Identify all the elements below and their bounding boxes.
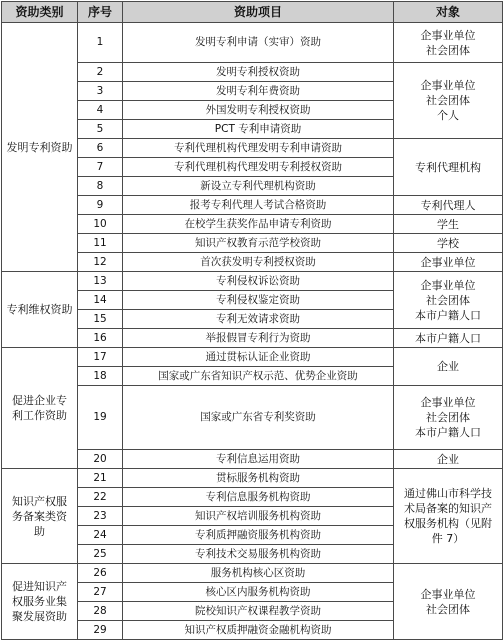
seq-cell: 10	[78, 215, 123, 234]
seq-cell: 24	[78, 526, 123, 545]
seq-cell: 12	[78, 253, 123, 272]
target-cell: 通过佛山市科学技 术局备案的知识产 权服务机构（见附 件 7）	[394, 469, 503, 564]
project-cell: 核心区内服务机构资助	[123, 583, 394, 602]
seq-cell: 2	[78, 63, 123, 82]
seq-cell: 20	[78, 450, 123, 469]
project-cell: 专利信息服务机构资助	[123, 488, 394, 507]
project-cell: 专利侵权诉讼资助	[123, 272, 394, 291]
seq-cell: 1	[78, 23, 123, 63]
project-cell: 首次获发明专利授权资助	[123, 253, 394, 272]
project-cell: 专利信息运用资助	[123, 450, 394, 469]
project-cell: 专利技术交易服务机构资助	[123, 545, 394, 564]
project-cell: 新设立专利代理机构资助	[123, 177, 394, 196]
seq-cell: 18	[78, 367, 123, 386]
project-cell: 知识产权质押融资金融机构资助	[123, 621, 394, 640]
table-row	[2, 63, 503, 82]
table-row	[2, 215, 503, 234]
seq-cell: 15	[78, 310, 123, 329]
category-cell: 促进企业专 利工作资助	[2, 348, 78, 469]
table-row	[2, 348, 503, 367]
table-row	[2, 272, 503, 291]
project-cell: 知识产权培训服务机构资助	[123, 507, 394, 526]
project-cell: 专利侵权鉴定资助	[123, 291, 394, 310]
header-row	[2, 2, 503, 23]
target-cell: 企事业单位 社会团体 个人	[394, 63, 503, 139]
target-cell: 企事业单位	[394, 253, 503, 272]
table-body	[2, 23, 503, 640]
table-row	[2, 253, 503, 272]
seq-cell: 27	[78, 583, 123, 602]
seq-cell: 6	[78, 139, 123, 158]
project-cell: 发明专利年费资助	[123, 82, 394, 101]
target-cell: 企事业单位 社会团体 本市户籍人口	[394, 272, 503, 329]
seq-cell: 9	[78, 196, 123, 215]
project-cell: 在校学生获奖作品申请专利资助	[123, 215, 394, 234]
seq-cell: 13	[78, 272, 123, 291]
project-cell: 专利无效请求资助	[123, 310, 394, 329]
target-cell: 企业	[394, 450, 503, 469]
project-cell: 院校知识产权课程教学资助	[123, 602, 394, 621]
project-cell: 报考专利代理人考试合格资助	[123, 196, 394, 215]
seq-cell: 26	[78, 564, 123, 583]
seq-cell: 23	[78, 507, 123, 526]
project-cell: 发明专利授权资助	[123, 63, 394, 82]
seq-cell: 8	[78, 177, 123, 196]
seq-cell: 7	[78, 158, 123, 177]
category-cell: 发明专利资助	[2, 23, 78, 272]
table-row	[2, 329, 503, 348]
project-cell: PCT 专利申请资助	[123, 120, 394, 139]
project-cell: 专利代理机构代理发明专利申请资助	[123, 139, 394, 158]
target-cell: 企事业单位 社会团体 本市户籍人口	[394, 386, 503, 450]
project-cell: 通过贯标认证企业资助	[123, 348, 394, 367]
seq-cell: 29	[78, 621, 123, 640]
target-cell: 专利代理机构	[394, 139, 503, 196]
table-row	[2, 564, 503, 583]
seq-cell: 19	[78, 386, 123, 450]
table-row	[2, 139, 503, 158]
seq-cell: 28	[78, 602, 123, 621]
project-cell: 知识产权教育示范学校资助	[123, 234, 394, 253]
target-cell: 学生	[394, 215, 503, 234]
project-cell: 外国发明专利授权资助	[123, 101, 394, 120]
target-cell: 企事业单位 社会团体	[394, 564, 503, 640]
seq-cell: 16	[78, 329, 123, 348]
target-cell: 学校	[394, 234, 503, 253]
header-project: 资助项目	[123, 2, 394, 23]
table-row	[2, 386, 503, 450]
table-row	[2, 469, 503, 488]
seq-cell: 5	[78, 120, 123, 139]
seq-cell: 14	[78, 291, 123, 310]
seq-cell: 17	[78, 348, 123, 367]
table-row	[2, 234, 503, 253]
project-cell: 专利代理机构代理发明专利授权资助	[123, 158, 394, 177]
seq-cell: 25	[78, 545, 123, 564]
target-cell: 专利代理人	[394, 196, 503, 215]
seq-cell: 3	[78, 82, 123, 101]
target-cell: 企业	[394, 348, 503, 386]
target-cell: 本市户籍人口	[394, 329, 503, 348]
seq-cell: 4	[78, 101, 123, 120]
seq-cell: 11	[78, 234, 123, 253]
header-seq: 序号	[78, 2, 123, 23]
funding-table	[1, 1, 503, 640]
header-target: 对象	[394, 2, 503, 23]
project-cell: 服务机构核心区资助	[123, 564, 394, 583]
project-cell: 国家或广东省专利奖资助	[123, 386, 394, 450]
project-cell: 举报假冒专利行为资助	[123, 329, 394, 348]
category-cell: 知识产权服 务备案类资 助	[2, 469, 78, 564]
target-cell: 企事业单位 社会团体	[394, 23, 503, 63]
project-cell: 发明专利申请（实审）资助	[123, 23, 394, 63]
project-cell: 贯标服务机构资助	[123, 469, 394, 488]
table-row	[2, 196, 503, 215]
table-row	[2, 23, 503, 63]
project-cell: 专利质押融资服务机构资助	[123, 526, 394, 545]
table-row	[2, 450, 503, 469]
seq-cell: 22	[78, 488, 123, 507]
project-cell: 国家或广东省知识产权示范、优势企业资助	[123, 367, 394, 386]
category-cell: 促进知识产 权服务业集 聚发展资助	[2, 564, 78, 640]
seq-cell: 21	[78, 469, 123, 488]
category-cell: 专利维权资助	[2, 272, 78, 348]
header-category: 资助类别	[2, 2, 78, 23]
